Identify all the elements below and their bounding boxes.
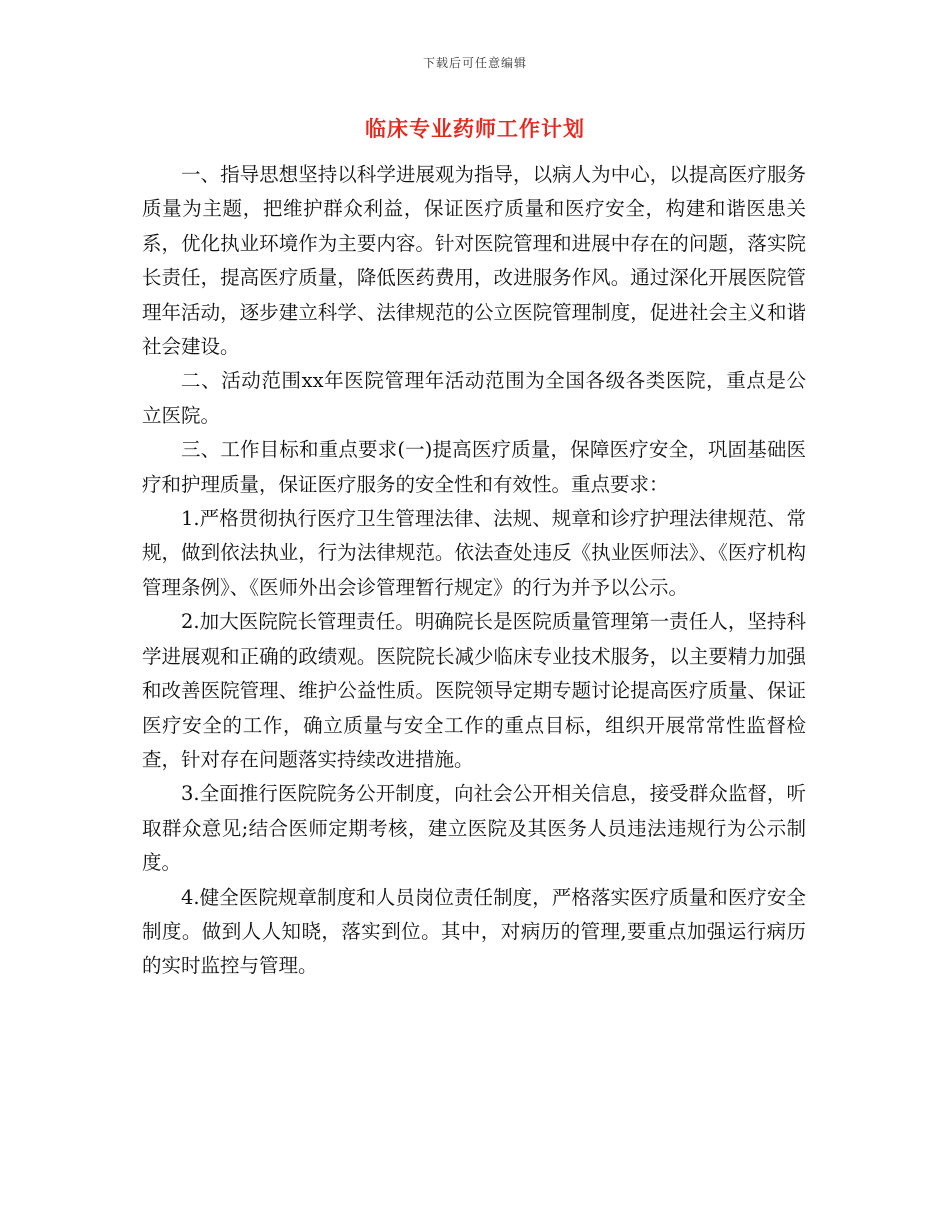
paragraph-item-2: 2.加大医院院长管理责任。明确院长是医院质量管理第一责任人，坚持科学进展观和正确的政绩观。医院院长减少临床专业技术服务，以主要精力加强和改善医院管理、维护公益性质。医院领导定期专题讨论提高医疗质量、保证医疗安全的工作，确立质量与安全工作的重点目标，组织开展常常性监督检查，针对存在问题落实持续改进措施。: [142, 610, 806, 771]
paragraph-guiding-ideology: 一、指导思想坚持以科学进展观为指导，以病人为中心，以提高医疗服务质量为主题，把维护群众利益，保证医疗质量和医疗安全，构建和谐医患关系，优化执业环境作为主要内容。针对医院管理和进展中存在的问题，落实院长责任，提高医疗质量，降低医药费用，改进服务作风。通过深化开展医院管理年活动，逐步建立科学、法律规范的公立医院管理制度，促进社会主义和谐社会建设。: [142, 163, 806, 359]
document-body: [142, 158, 806, 984]
paragraph-activity-scope: 二、活动范围xx年医院管理年活动范围为全国各级各类医院，重点是公立医院。: [142, 369, 806, 427]
header-note: 下载后可任意编辑: [422, 56, 527, 70]
paragraph-item-1: 1.严格贯彻执行医疗卫生管理法律、法规、规章和诊疗护理法律规范、常规，做到依法执业，行为法律规范。依法查处违反《执业医师法》、《医疗机构管理条例》、《医师外出会诊管理暂行规定》的行为并予以公示。: [142, 507, 806, 599]
paragraph-item-3: 3.全面推行医院院务公开制度，向社会公开相关信息，接受群众监督，听取群众意见;结合医师定期考核，建立医院及其医务人员违法违规行为公示制度。: [142, 782, 806, 875]
paragraph-item-4: 4.健全医院规章制度和人员岗位责任制度，严格落实医疗质量和医疗安全制度。做到人人知晓，落实到位。其中，对病历的管理,要重点加强运行病历的实时监控与管理。: [142, 885, 806, 978]
paragraph-goals: 三、工作目标和重点要求(一)提高医疗质量，保障医疗安全，巩固基础医疗和护理质量，保证医疗服务的安全性和有效性。重点要求：: [142, 438, 806, 496]
document-title: 临床专业药师工作计划: [365, 117, 585, 141]
